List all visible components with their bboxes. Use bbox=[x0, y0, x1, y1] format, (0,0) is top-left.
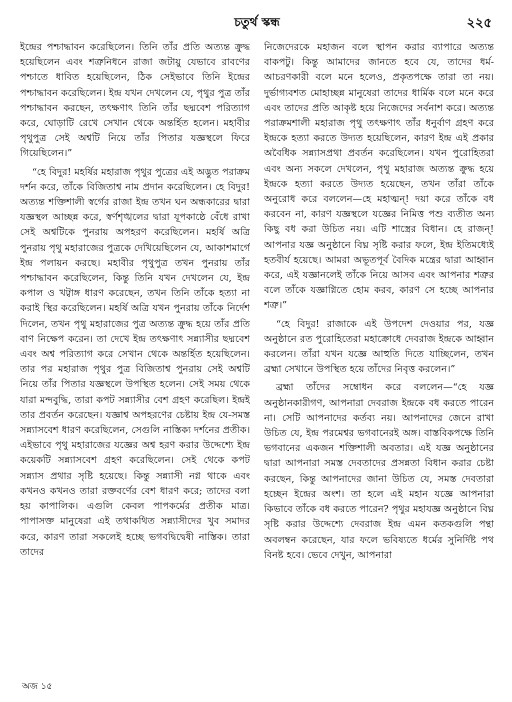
running-title: চতুর্থ স্কন্ধ bbox=[234, 15, 280, 29]
page-footer: অজ ১৫ bbox=[22, 682, 53, 692]
paragraph: নিজেদেরকে মহাজন বলে স্থাপন করার ব্যাপারে অত্যন্ত বাকপটু। কিন্তু আমাদের জানতে হবে যে, তাদের ধর্ম-আচরণকারী বলে মনে হলেও, প্রকৃতপক্ষে তারা তা নয়। দুর্ভাগ্যবশত মোহাচ্ছন্ন মানুষেরা তাদের ধার্মিক বলে মনে করে এবং তাদের প্রতি আকৃষ্ট হয়ে নিজেদের সর্বনাশ করে। অত্যন্ত পরাক্রমশালী মহারাজ পৃথু তৎক্ষণাৎ তাঁর ধনুর্বাণ গ্রহণ করে ইন্দ্রকে হত্যা করতে উদ্যত হয়েছিলেন, কারণ ইন্দ্র এই প্রকার অবৈধিক সন্ন্যাসপ্রথা প্রবর্তন করেছিলেন। যখন পুরোহিতরা এবং অন্য সকলে দেখলেন, পৃথু মহারাজ অত্যন্ত ক্রুদ্ধ হয়ে ইন্দ্রকে হত্যা করতে উদ্যত হয়েছেন, তখন তাঁরা তাঁকে অনুরোধ করে বললেন—হে মহাত্মন্! দয়া করে তাঁকে বধ করবেন না, কারণ যজ্ঞস্থলে যজ্ঞের নিমিত্ত পশু ব্যতীত অন্য কিছু বধ করা উচিত নয়। এটি শাস্ত্রের বিধান। হে রাজন্! আপনার যজ্ঞ অনুষ্ঠানে বিঘ্ন সৃষ্টি করার ফলে, ইন্দ্র ইতিমধ্যেই হতবীর্য হয়েছে। আমরা অভূতপূর্ব বৈদিক মন্ত্রের দ্বারা আহ্বান করে, এই যজ্ঞানলেই তাঁকে নিয়ে আসব এবং আপনার শত্রুর বলে তাঁকে যজ্ঞাগ্নিতে হোম করব, কারণ সে হচ্ছে আপনার শত্রু।” bbox=[264, 42, 494, 312]
right-column bbox=[264, 40, 494, 676]
paragraph: “হে বিদুর! মহর্ষির মহারাজ পৃথুর পুত্রের এই অদ্ভুত পরাক্রম দর্শন করে, তাঁকে বিজিতাশ্ব নাম প্রদান করেছিলেন। হে বিদুর! অত্যন্ত শক্তিশালী স্বর্গের রাজা ইন্দ্র তখন ঘন অন্ধকারের দ্বারা যজ্ঞস্থল আচ্ছন্ন করে, স্বর্ণশৃঙ্খলের দ্বারা যূপকাষ্ঠে বেঁধে রাখা সেই অশ্বটিকে পুনরায় অপহরণ করেছিলেন। মহর্ষি অত্রি পুনরায় পৃথু মহারাজের পুত্রকে দেখিয়েছিলেন যে, আকাশমার্গে ইন্দ্র পলায়ন করছে। মহাবীর পৃথুপুত্র তখন পুনরায় তাঁর পশ্চাদ্ধাবন করেছিলেন, কিন্তু তিনি যখন দেখলেন যে, ইন্দ্র কপাল ও খট্বাঙ্গ ধারণ করেছেন, তখন তিনি তাঁকে হত্যা না করাই স্থির করেছিলেন। মহর্ষি অত্রি যখন পুনরায় তাঁকে নির্দেশ দিলেন, তখন পৃথু মহারাজের পুত্র অত্যন্ত ক্রুদ্ধ হয়ে তাঁর প্রতি বাণ নিক্ষেপ করেন। তা দেখে ইন্দ্র তৎক্ষণাৎ সন্ন্যাসীর ছদ্মবেশ এবং অশ্ব পরিত্যাগ করে সেখান থেকে অন্তর্হিত হয়েছিলেন। তার পর মহারাজ পৃথুর পুত্র বিজিতাশ্ব পুনরায় সেই অশ্বটি নিয়ে তাঁর পিতার যজ্ঞস্থলে উপস্থিত হলেন। সেই সময় থেকে যারা মন্দবুদ্ধি, তারা কপট সন্ন্যাসীর বেশ গ্রহণ করেছিল। ইন্দ্রই তার প্রবর্তন করেছেন। যজ্ঞাশ্ব অপহরণের চেষ্টায় ইন্দ্র যে-সমস্ত সন্ন্যাসবেশ ধারণ করেছিলেন, সেগুলি নাস্তিক্য দর্শনের প্রতীক। এইভাবে পৃথু মহারাজের যজ্ঞের অশ্ব হরণ করার উদ্দেশ্যে ইন্দ্র কয়েকটি সন্ন্যাসবেশ গ্রহণ করেছিলেন। সেই থেকে কপট সন্ন্যাস প্রথার সৃষ্টি হয়েছে। কিন্তু সন্ন্যাসী নগ্ন থাকে এবং কখনও কখনও তারা রক্তবর্ণের বেশ ধারণ করে; তাদের বলা হয় কাপালিক। এগুলি কেবল পাপকর্মের প্রতীক মাত্র। পাপাসক্ত মানুষেরা এই তথাকথিত সন্ন্যাসীদের খুব সমাদর করে, কারণ তারা সকলেই হচ্ছে ভগবদ্বিদ্বেষী নাস্তিক। তারা তাদের bbox=[20, 166, 250, 558]
left-column bbox=[20, 40, 250, 676]
paragraph: ব্রহ্মা তাঁদের সম্বোধন করে বললেন—“হে যজ্ঞ অনুষ্ঠানকারীগণ, আপনারা দেবরাজ ইন্দ্রকে বধ করতে পারেন না। সেটি আপনাদের কর্তব্য নয়। আপনাদের জেনে রাখা উচিত যে, ইন্দ্র পরমেশ্বর ভগবানেরই অঙ্গ। বাস্তবিকপক্ষে তিনি ভগবানের একজন শক্তিশালী অবতার। এই যজ্ঞ অনুষ্ঠানের দ্বারা আপনারা সমস্ত দেবতাদের প্রসন্নতা বিধান করার চেষ্টা করছেন, কিন্তু আপনাদের জানা উচিত যে, সমস্ত দেবতারা হচ্ছেন ইন্দ্রের অংশ। তা হলে এই মহান যজ্ঞে আপনারা কিভাবে তাঁকে বধ করতে পারেন? পৃথুর মহাযজ্ঞ অনুষ্ঠানে বিঘ্ন সৃষ্টি করার উদ্দেশ্যে দেবরাজ ইন্দ্র এমন কতকগুলি পন্থা অবলম্বন করেছেন, যার ফলে ভবিষ্যতে ধর্মের সুনির্দিষ্ট পথ বিনষ্ট হবে। ভেবে দেখুন, আপনারা bbox=[264, 382, 494, 561]
page-header bbox=[22, 14, 492, 32]
paragraph: “হে বিদুর! রাজাকে এই উপদেশ দেওয়ার পর, যজ্ঞ অনুষ্ঠানে রত পুরোহিতেরা মহাক্রোধে দেবরাজ ইন্দ্রকে আহ্বান করলেন। তাঁরা যখন যজ্ঞে আহুতি দিতে যাচ্ছিলেন, তখন ব্রহ্মা সেখানে উপস্থিত হয়ে তাঁদের নিবৃত্ত করলেন।” bbox=[264, 318, 494, 376]
page-number: ২২৫ bbox=[466, 16, 492, 31]
paragraph: ইন্দ্রের পশ্চাদ্ধাবন করেছিলেন। তিনি তাঁর প্রতি অত্যন্ত ক্রুদ্ধ হয়েছিলেন এবং শত্রুনিধনে রাজা জটায়ু যেভাবে রাবণের পশ্চাতে ধাবিত হয়েছিলেন, ঠিক সেইভাবে তিনি ইন্দ্রের পশ্চাদ্ধাবন করেছিলেন। ইন্দ্র যখন দেখলেন যে, পৃথুর পুত্র তাঁর পশ্চাদ্ধাবন করছেন, তৎক্ষণাৎ তিনি তাঁর ছদ্মবেশ পরিত্যাগ করে, ঘোড়াটি রেখে সেখান থেকে অন্তর্হিত হলেন। মহাবীর পৃথুপুত্র সেই অশ্বটি নিয়ে তাঁর পিতার যজ্ঞস্থলে ফিরে গিয়েছিলেন।” bbox=[20, 42, 250, 160]
text-columns bbox=[20, 40, 494, 676]
